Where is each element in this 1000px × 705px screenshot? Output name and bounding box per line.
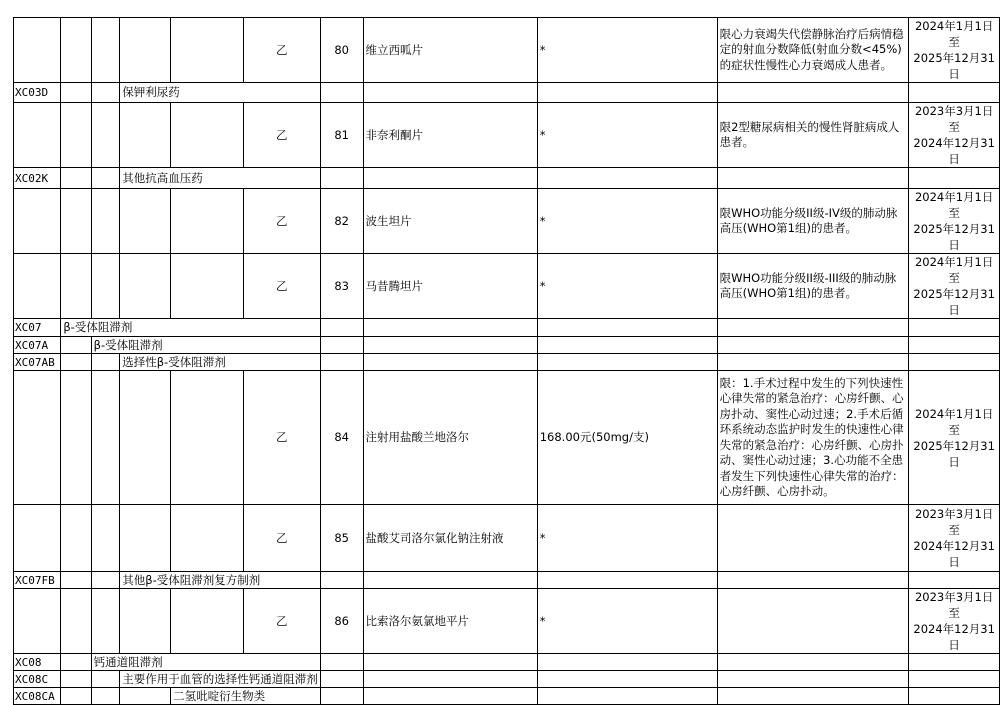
class-row [14, 671, 1000, 688]
empty-cell [171, 18, 244, 83]
empty-cell [363, 688, 537, 705]
class-name-cell: β-受体阻滞剂 [61, 319, 320, 337]
empty-cell [61, 337, 91, 354]
class-code-cell: XC07FB [14, 572, 61, 589]
class-code-cell: XC02K [14, 168, 61, 189]
category-cell: 乙 [243, 254, 320, 319]
class-row [14, 337, 1000, 354]
empty-cell [320, 83, 363, 103]
price-cell: * [537, 505, 717, 572]
validity-period-cell [909, 254, 1000, 319]
empty-cell [91, 688, 120, 705]
category-cell: 乙 [243, 103, 320, 168]
empty-cell [537, 654, 717, 671]
empty-cell [120, 589, 171, 654]
validity-start: 2023年3月1日至 [914, 507, 994, 537]
class-code-cell: XC07A [14, 337, 61, 354]
category-cell: 乙 [243, 18, 320, 83]
drug-name-cell: 比索洛尔氨氯地平片 [363, 589, 537, 654]
empty-cell [363, 168, 537, 189]
validity-end: 2024年12月31日 [913, 622, 995, 652]
validity-end: 2025年12月31日 [913, 222, 995, 252]
empty-cell [537, 354, 717, 371]
empty-cell [91, 589, 120, 654]
empty-cell [120, 254, 171, 319]
empty-cell [120, 688, 171, 705]
number-cell: 84 [320, 371, 363, 505]
empty-cell [363, 319, 537, 337]
empty-cell [363, 354, 537, 371]
number-cell: 83 [320, 254, 363, 319]
empty-cell [61, 83, 91, 103]
drug-row [14, 103, 1000, 168]
price-cell: 168.00元(50mg/支) [537, 371, 717, 505]
empty-cell [61, 688, 91, 705]
empty-cell [909, 83, 1000, 103]
empty-cell [717, 83, 909, 103]
empty-cell [909, 168, 1000, 189]
code-cell [14, 189, 61, 254]
drug-row [14, 18, 1000, 83]
empty-cell [171, 189, 244, 254]
validity-period-cell [909, 189, 1000, 254]
empty-cell [537, 688, 717, 705]
empty-cell [120, 18, 171, 83]
price-cell: * [537, 589, 717, 654]
validity-end: 2025年12月31日 [913, 287, 995, 317]
validity-start: 2023年3月1日至 [914, 590, 994, 620]
empty-cell [91, 505, 120, 572]
empty-cell [320, 168, 363, 189]
number-cell: 85 [320, 505, 363, 572]
number-cell: 80 [320, 18, 363, 83]
code-cell [14, 103, 61, 168]
empty-cell [909, 572, 1000, 589]
class-code-cell: XC07 [14, 319, 61, 337]
class-row [14, 168, 1000, 189]
empty-cell [320, 337, 363, 354]
restriction-note-cell [717, 505, 909, 572]
empty-cell [120, 189, 171, 254]
empty-cell [61, 254, 91, 319]
class-row [14, 319, 1000, 337]
price-cell: * [537, 18, 717, 83]
category-cell: 乙 [243, 189, 320, 254]
validity-start: 2024年1月1日至 [914, 190, 994, 220]
empty-cell [91, 354, 120, 371]
empty-cell [717, 168, 909, 189]
drug-list-table [13, 17, 1000, 705]
class-code-cell: XC08C [14, 671, 61, 688]
class-name-cell: 主要作用于血管的选择性钙通道阻滞剂 [120, 671, 321, 688]
empty-cell [909, 319, 1000, 337]
empty-cell [909, 654, 1000, 671]
restriction-note-cell: 限心力衰竭失代偿静脉治疗后病情稳定的射血分数降低(射血分数<45%)的症状性慢性心力衰竭成人患者。 [717, 18, 909, 83]
empty-cell [717, 354, 909, 371]
empty-cell [61, 589, 91, 654]
class-name-cell: β-受体阻滞剂 [91, 337, 320, 354]
class-row [14, 654, 1000, 671]
empty-cell [61, 505, 91, 572]
class-code-cell: XC08CA [14, 688, 61, 705]
category-cell: 乙 [243, 589, 320, 654]
empty-cell [320, 354, 363, 371]
restriction-note-cell: 限WHO功能分级II级-IV级的肺动脉高压(WHO第1组)的患者。 [717, 189, 909, 254]
empty-cell [91, 103, 120, 168]
class-row [14, 688, 1000, 705]
price-cell: * [537, 254, 717, 319]
drug-name-cell: 盐酸艾司洛尔氯化钠注射液 [363, 505, 537, 572]
number-cell: 82 [320, 189, 363, 254]
class-name-cell: 其他抗高血压药 [120, 168, 321, 189]
empty-cell [909, 354, 1000, 371]
validity-start: 2024年1月1日至 [914, 255, 994, 285]
empty-cell [717, 337, 909, 354]
empty-cell [537, 572, 717, 589]
code-cell [14, 18, 61, 83]
validity-period-cell [909, 589, 1000, 654]
empty-cell [91, 371, 120, 505]
restriction-note-cell: 限WHO功能分级II级-III级的肺动脉高压(WHO第1组)的患者。 [717, 254, 909, 319]
validity-end: 2024年12月31日 [913, 136, 995, 166]
drug-name-cell: 注射用盐酸兰地洛尔 [363, 371, 537, 505]
code-cell [14, 371, 61, 505]
empty-cell [363, 83, 537, 103]
empty-cell [91, 254, 120, 319]
validity-start: 2023年3月1日至 [914, 104, 994, 134]
class-row [14, 83, 1000, 103]
restriction-note-cell: 限：1.手术过程中发生的下列快速性心律失常的紧急治疗：心房纤颤、心房扑动、窦性心动过速；2.手术后循环系统动态监护时发生的快速性心律失常的紧急治疗：心房纤颤、心房扑动、窦性心动过速；3.心功能不全患者发生下列快速性心律失常的治疗：心房纤颤、心房扑动。 [717, 371, 909, 505]
class-name-cell: 保钾利尿药 [120, 83, 321, 103]
drug-name-cell: 非奈利酮片 [363, 103, 537, 168]
empty-cell [717, 671, 909, 688]
drug-name-cell: 波生坦片 [363, 189, 537, 254]
empty-cell [61, 371, 91, 505]
empty-cell [61, 103, 91, 168]
validity-start: 2024年1月1日至 [914, 406, 994, 437]
drug-name-cell: 马昔腾坦片 [363, 254, 537, 319]
empty-cell [61, 18, 91, 83]
class-code-cell: XC03D [14, 83, 61, 103]
drug-row [14, 505, 1000, 572]
empty-cell [537, 671, 717, 688]
empty-cell [120, 371, 171, 505]
empty-cell [909, 671, 1000, 688]
validity-period-cell [909, 371, 1000, 505]
empty-cell [537, 319, 717, 337]
validity-period-cell [909, 103, 1000, 168]
class-name-cell: 二氢吡啶衍生物类 [171, 688, 321, 705]
empty-cell [91, 671, 120, 688]
price-cell: * [537, 103, 717, 168]
validity-period-cell [909, 505, 1000, 572]
empty-cell [717, 572, 909, 589]
validity-period-cell [909, 18, 1000, 83]
class-name-cell: 其他β-受体阻滞剂复方制剂 [120, 572, 321, 589]
empty-cell [61, 168, 91, 189]
empty-cell [320, 654, 363, 671]
drug-row [14, 254, 1000, 319]
number-cell: 81 [320, 103, 363, 168]
empty-cell [717, 688, 909, 705]
class-name-cell: 选择性β-受体阻滞剂 [120, 354, 321, 371]
empty-cell [120, 103, 171, 168]
empty-cell [363, 572, 537, 589]
empty-cell [363, 654, 537, 671]
class-code-cell: XC07AB [14, 354, 61, 371]
empty-cell [320, 572, 363, 589]
table-body [14, 18, 1000, 705]
empty-cell [171, 254, 244, 319]
empty-cell [120, 505, 171, 572]
empty-cell [91, 18, 120, 83]
empty-cell [320, 688, 363, 705]
drug-row [14, 189, 1000, 254]
category-cell: 乙 [243, 371, 320, 505]
code-cell [14, 589, 61, 654]
empty-cell [171, 103, 244, 168]
class-code-cell: XC08 [14, 654, 61, 671]
empty-cell [91, 572, 120, 589]
empty-cell [909, 688, 1000, 705]
empty-cell [91, 189, 120, 254]
empty-cell [61, 654, 91, 671]
number-cell: 86 [320, 589, 363, 654]
class-name-cell: 钙通道阻滞剂 [91, 654, 320, 671]
empty-cell [171, 589, 244, 654]
empty-cell [320, 671, 363, 688]
empty-cell [537, 83, 717, 103]
empty-cell [717, 654, 909, 671]
empty-cell [363, 337, 537, 354]
empty-cell [717, 319, 909, 337]
code-cell [14, 505, 61, 572]
validity-start: 2024年1月1日至 [914, 19, 994, 49]
drug-name-cell: 维立西呱片 [363, 18, 537, 83]
category-cell: 乙 [243, 505, 320, 572]
class-row [14, 572, 1000, 589]
empty-cell [537, 337, 717, 354]
empty-cell [320, 319, 363, 337]
empty-cell [363, 671, 537, 688]
code-cell [14, 254, 61, 319]
price-cell: * [537, 189, 717, 254]
empty-cell [171, 371, 244, 505]
empty-cell [171, 505, 244, 572]
validity-end: 2025年12月31日 [913, 438, 995, 469]
empty-cell [61, 189, 91, 254]
empty-cell [91, 168, 120, 189]
restriction-note-cell [717, 589, 909, 654]
restriction-note-cell: 限2型糖尿病相关的慢性肾脏病成人患者。 [717, 103, 909, 168]
drug-row [14, 371, 1000, 505]
empty-cell [61, 572, 91, 589]
empty-cell [91, 83, 120, 103]
drug-row [14, 589, 1000, 654]
empty-cell [61, 671, 91, 688]
empty-cell [61, 354, 91, 371]
validity-end: 2025年12月31日 [913, 51, 995, 81]
empty-cell [909, 337, 1000, 354]
class-row [14, 354, 1000, 371]
empty-cell [537, 168, 717, 189]
validity-end: 2024年12月31日 [913, 539, 995, 569]
